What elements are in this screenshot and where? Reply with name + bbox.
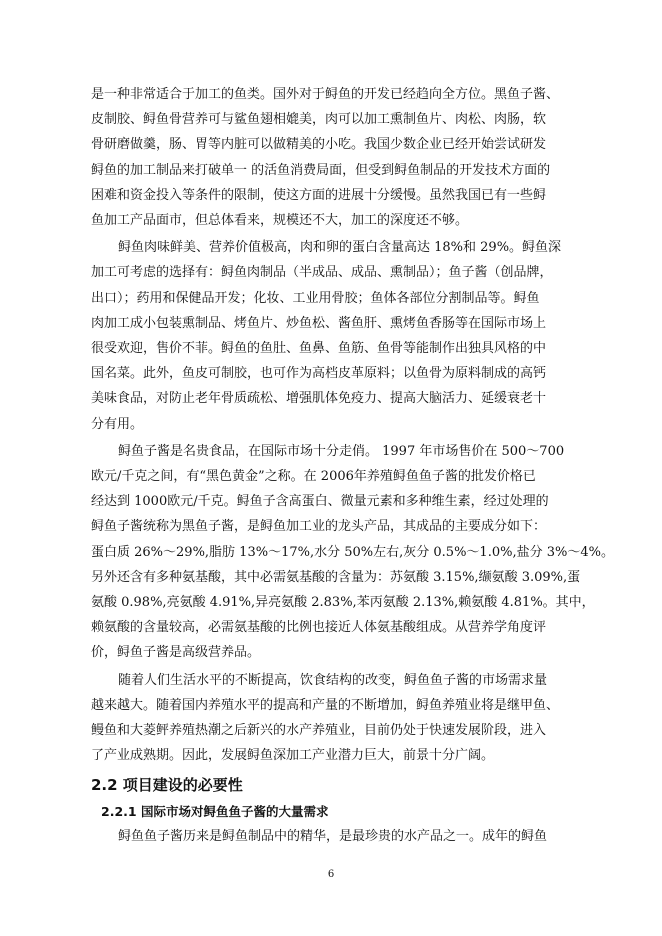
subsection-heading: 2.2.1 国际市场对鲟鱼鱼子酱的大量需求: [101, 804, 329, 820]
text-line: 蛋白质 26%～29%,脂肪 13%～17%,水分 50%左右,灰分 0.5%～1.0%,盐分 3%～4%。: [91, 544, 614, 560]
text-line: 价，鲟鱼子酱是高级营养品。: [91, 645, 261, 661]
text-line: 赖氨酸的含量较高，必需氨基酸的比例也接近人体氨基酸组成。从营养学角度评: [91, 620, 547, 636]
paragraph-4: [91, 668, 573, 769]
text-line: 肉加工成小包装熏制品、烤鱼片、炒鱼松、酱鱼肝、熏烤鱼香肠等在国际市场上: [91, 315, 547, 331]
text-line: 鲟鱼的加工制品来打破单一 的活鱼消费局面，但受到鲟鱼制品的开发技术方面的: [91, 162, 551, 178]
paragraph-3: [91, 439, 614, 666]
paragraph-5: [91, 824, 573, 849]
text-line: 出口）；药用和保健品开发；化妆、工业用骨胶；鱼体各部位分割制品等。鲟鱼: [91, 290, 540, 306]
text-line: 鲟鱼鱼子酱历来是鲟鱼制品中的精华，是最珍贵的水产品之一。成年的鲟鱼: [118, 829, 548, 845]
page-body: [91, 82, 614, 852]
text-line: 皮制胶、鲟鱼骨营养可与鲨鱼翅相媲美，肉可以加工熏制鱼片、肉松、肉肠，软: [91, 112, 547, 128]
text-line: 另外还含有多种氨基酸，其中必需氨基酸的含量为：苏氨酸 3.15%,缬氨酸 3.09%,蛋: [91, 569, 581, 585]
text-line: 分有用。: [91, 416, 144, 432]
text-line: 随着人们生活水平的不断提高，饮食结构的改变，鲟鱼鱼子酱的市场需求量: [118, 672, 548, 688]
text-line: 美味食品，对防止老年骨质疏松、增强肌体免疫力、提高大脑活力、延缓衰老十: [91, 391, 547, 407]
text-line: 鲟鱼子酱是名贵食品，在国际市场十分走俏。 1997 年市场售价在 500～700: [118, 443, 565, 459]
text-line: 经达到 1000欧元/千克。鲟鱼子含高蛋白、微量元素和多种维生素，经过处理的: [91, 494, 549, 510]
text-line: 鳗鱼和大菱鲆养殖热潮之后新兴的水产养殖业，目前仍处于快速发展阶段，进入: [91, 723, 547, 739]
text-line: 是一种非常适合于加工的鱼类。国外对于鲟鱼的开发已经趋向全方位。黑鱼子酱、: [91, 87, 560, 102]
text-line: 困难和资金投入等条件的限制，使这方面的进展十分缓慢。虽然我国已有一些鲟: [91, 187, 547, 203]
text-line: 鱼加工产品面市，但总体看来，规模还不大，加工的深度还不够。: [91, 213, 469, 229]
text-line: 氨酸 0.98%,亮氨酸 4.91%,异亮氨酸 2.83%,苯丙氨酸 2.13%,赖氨酸 4.81%。其中，: [91, 595, 595, 611]
text-line: 鲟鱼子酱统称为黑鱼子酱，是鲟鱼加工业的龙头产品，其成品的主要成分如下：: [91, 519, 547, 535]
text-line: 越来越大。随着国内养殖水平的提高和产量的不断增加，鲟鱼养殖业将是继甲鱼、: [91, 697, 560, 713]
paragraph-1: [91, 82, 573, 233]
text-line: 了产业成熟期。因此，发展鲟鱼深加工产业潜力巨大，前景十分广阔。: [91, 748, 495, 764]
text-line: 很受欢迎，售价不菲。鲟鱼的鱼肚、鱼鼻、鱼筋、鱼骨等能制作出独具风格的中: [91, 341, 547, 357]
text-line: 国名菜。此外，鱼皮可制胶，也可作为高档皮革原料；以鱼骨为原料制成的高钙: [91, 366, 547, 382]
section-heading: 2.2 项目建设的必要性: [91, 776, 243, 795]
paragraph-2: [91, 235, 573, 437]
text-line: 欧元/千克之间，有“黑色黄金”之称。在 2006年养殖鲟鱼鱼子酱的批发价格已: [91, 469, 536, 485]
text-line: 加工可考虑的选择有：鲟鱼肉制品（半成品、成品、熏制品）；鱼子酱（创品牌，: [91, 265, 553, 281]
text-line: 骨研磨做羹，肠、胃等内脏可以做精美的小吃。我国少数企业已经开始尝试研发: [91, 137, 547, 153]
text-line: 鲟鱼肉味鲜美、营养价值极高，肉和卵的蛋白含量高达 18%和 29%。鲟鱼深: [118, 240, 562, 256]
page-number: 6: [327, 869, 335, 880]
